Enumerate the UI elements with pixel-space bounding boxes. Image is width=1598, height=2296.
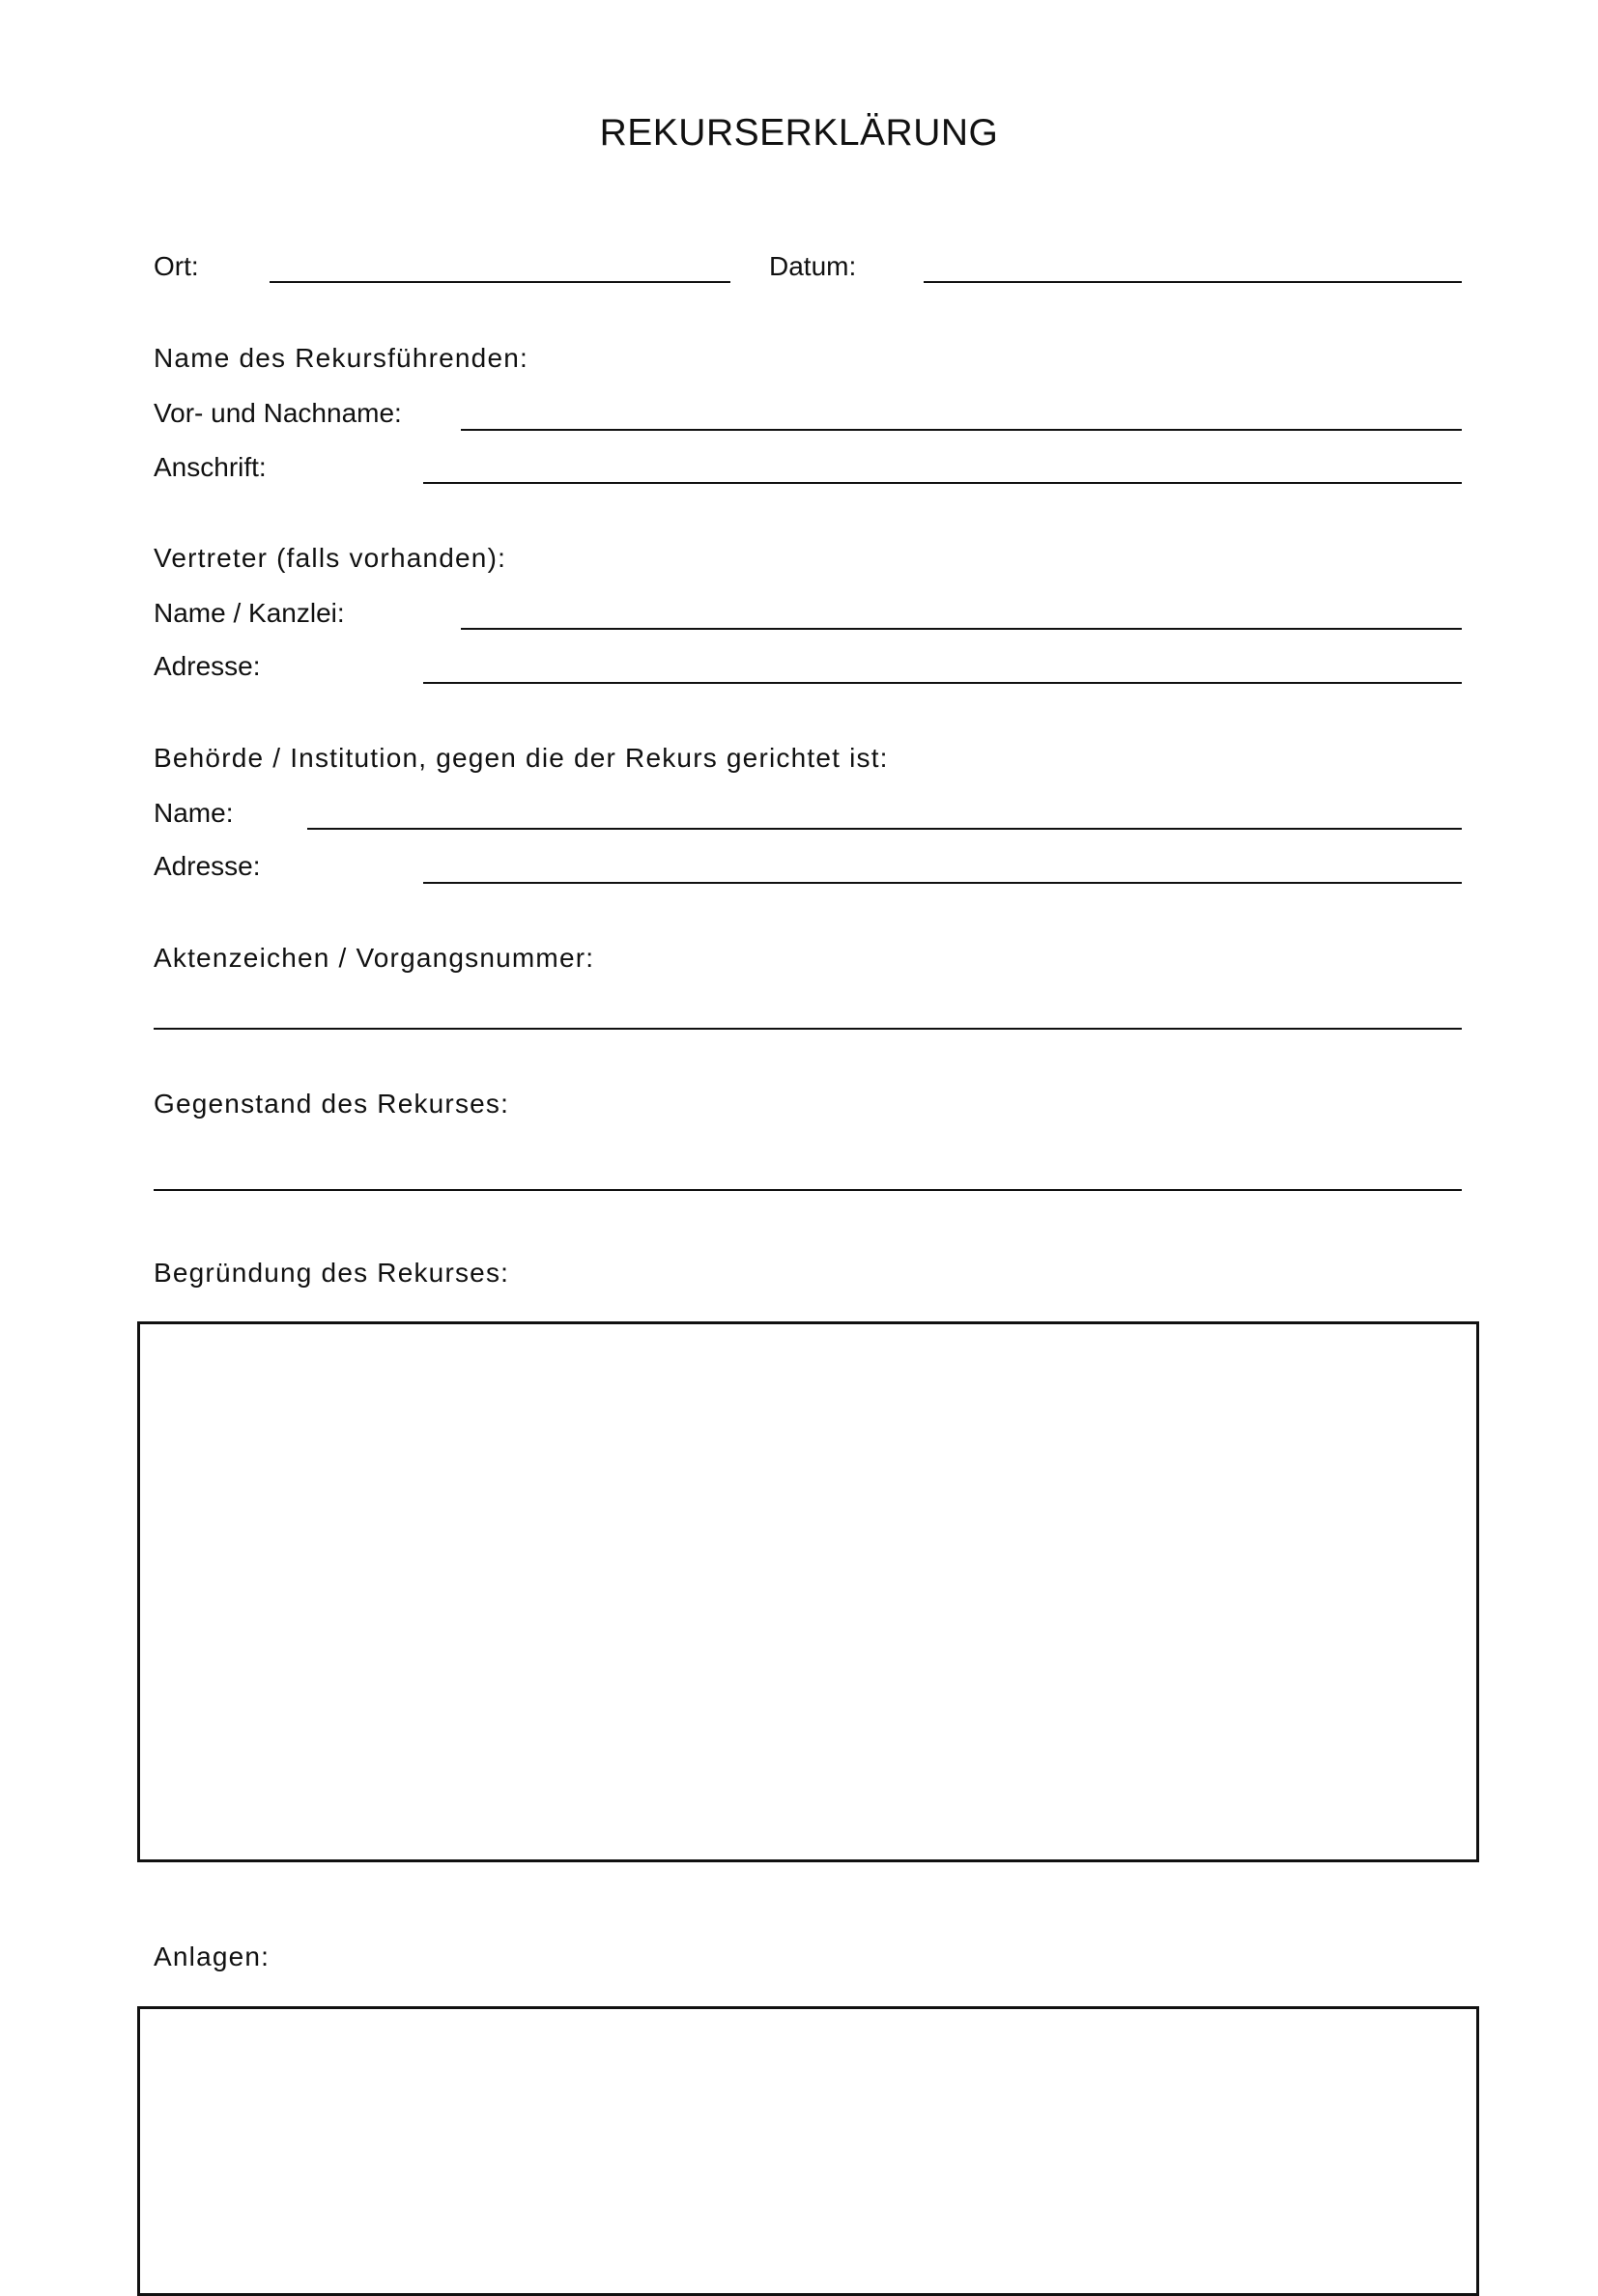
- aktenzeichen-field[interactable]: [154, 1028, 1462, 1030]
- rekursfuehrender-address-label: Anschrift:: [154, 452, 267, 482]
- vertreter-address-label: Adresse:: [154, 651, 261, 681]
- begruendung-textarea[interactable]: [137, 1321, 1479, 1862]
- behoerde-heading: Behörde / Institution, gegen die der Rekurs gerichtet ist:: [154, 743, 889, 773]
- rekursfuehrender-name-label: Vor- und Nachname:: [154, 398, 402, 428]
- behoerde-address-label: Adresse:: [154, 851, 261, 881]
- datum-field[interactable]: [924, 281, 1462, 283]
- anlagen-textarea[interactable]: [137, 2006, 1479, 2296]
- vertreter-name-label: Name / Kanzlei:: [154, 598, 345, 628]
- begruendung-label: Begründung des Rekurses:: [154, 1258, 510, 1288]
- ort-label: Ort:: [154, 251, 199, 281]
- behoerde-name-label: Name:: [154, 798, 234, 828]
- gegenstand-label: Gegenstand des Rekurses:: [154, 1089, 510, 1119]
- form-title: REKURSERKLÄRUNG: [599, 112, 999, 154]
- datum-label: Datum:: [769, 251, 857, 281]
- rekursfuehrender-name-field[interactable]: [461, 429, 1462, 431]
- aktenzeichen-label: Aktenzeichen / Vorgangsnummer:: [154, 943, 595, 973]
- vertreter-address-field[interactable]: [423, 682, 1462, 684]
- behoerde-name-field[interactable]: [307, 828, 1462, 830]
- rekursfuehrender-heading: Name des Rekursführenden:: [154, 343, 528, 373]
- vertreter-name-field[interactable]: [461, 628, 1462, 630]
- ort-field[interactable]: [270, 281, 730, 283]
- vertreter-heading: Vertreter (falls vorhanden):: [154, 543, 507, 573]
- rekursfuehrender-address-field[interactable]: [423, 482, 1462, 484]
- gegenstand-field[interactable]: [154, 1189, 1462, 1191]
- behoerde-address-field[interactable]: [423, 882, 1462, 884]
- anlagen-label: Anlagen:: [154, 1942, 271, 1971]
